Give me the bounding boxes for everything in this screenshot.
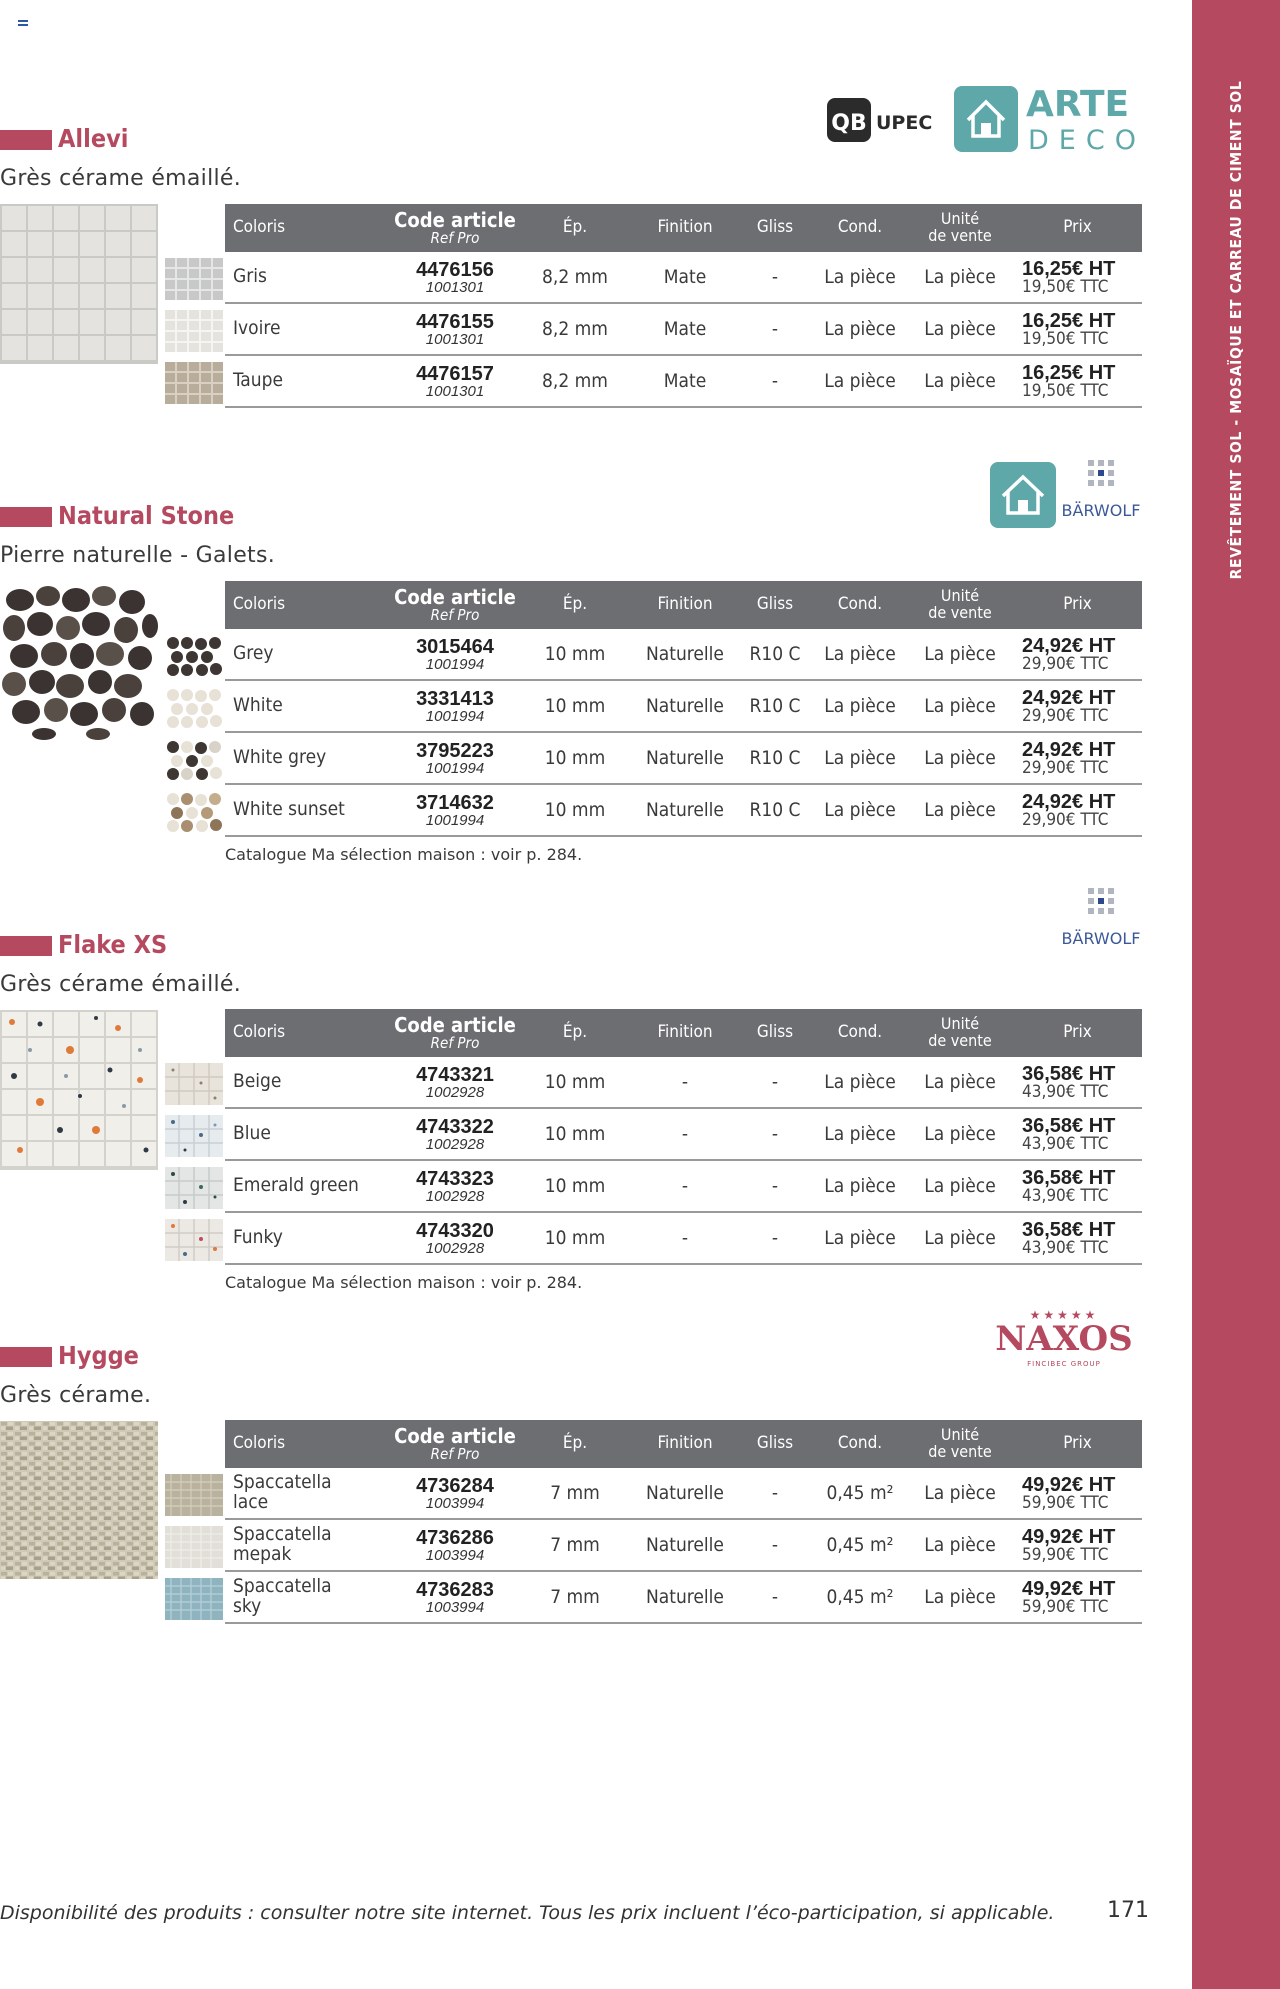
table-row <box>225 629 1142 681</box>
cell-price: 16,25€ HT 19,50€ TTC <box>1022 309 1116 349</box>
header-cond: Cond. <box>837 1022 883 1043</box>
cell-code: 3714632 1001994 <box>416 791 494 829</box>
cell-finition: Naturelle <box>646 1586 724 1608</box>
cell-ep: 10 mm <box>544 1175 606 1197</box>
cell-price: 24,92€ HT 29,90€ TTC <box>1022 738 1116 778</box>
cell-gliss: R10 C <box>749 747 801 769</box>
product-table-natural-stone <box>225 581 1142 837</box>
header-finition: Finition <box>657 1022 713 1043</box>
footer-disclaimer: Disponibilité des produits : consulter notre site internet. Tous les prix incluent l’éco-participation, si applicable. <box>0 1902 1055 1924</box>
barwolf-text-2: BÄRWOLF <box>1061 929 1141 948</box>
cell-finition: Naturelle <box>646 1534 724 1556</box>
header-ep: Ép. <box>562 594 588 615</box>
cell-code: 4476155 1001301 <box>416 310 494 348</box>
cell-cond: La pièce <box>824 1123 896 1145</box>
section-title: Allevi <box>58 124 129 153</box>
arte-text: ARTE <box>1026 86 1130 125</box>
cell-unite: La pièce <box>924 643 996 665</box>
cell-ep: 7 mm <box>550 1586 600 1608</box>
product-table-hygge <box>225 1420 1142 1624</box>
cell-unite: La pièce <box>924 266 996 288</box>
cell-ep: 10 mm <box>544 747 606 769</box>
cell-price: 49,92€ HT 59,90€ TTC <box>1022 1577 1116 1617</box>
cell-unite: La pièce <box>924 747 996 769</box>
cell-ep: 7 mm <box>550 1482 600 1504</box>
cell-unite: La pièce <box>924 370 996 392</box>
cell-coloris: Gris <box>233 265 267 288</box>
title-marker <box>0 507 52 527</box>
header-gliss: Gliss <box>756 217 794 238</box>
table-row <box>225 1057 1142 1109</box>
table-header <box>225 1420 1142 1468</box>
header-unite: Unité de vente <box>928 1425 992 1461</box>
cell-unite: La pièce <box>924 1123 996 1145</box>
cell-price: 36,58€ HT 43,90€ TTC <box>1022 1114 1116 1154</box>
swatch-white <box>165 687 223 729</box>
cell-cond: 0,45 m² <box>826 1586 894 1608</box>
cell-ep: 10 mm <box>544 1227 606 1249</box>
table-row <box>225 1161 1142 1213</box>
swatch-emerald-green <box>165 1167 223 1209</box>
cell-coloris: White sunset <box>233 798 345 821</box>
barwolf-logo-1 <box>1060 458 1142 524</box>
cell-finition: Naturelle <box>646 799 724 821</box>
table-row <box>225 304 1142 356</box>
cell-coloris: Grey <box>233 642 274 665</box>
cell-unite: La pièce <box>924 1175 996 1197</box>
naxos-stars: ★★★★★ <box>1029 1308 1099 1322</box>
table-header <box>225 581 1142 629</box>
section-subtitle: Grès cérame émaillé. <box>0 166 242 191</box>
header-code: Code article Ref Pro <box>394 1012 516 1052</box>
cell-gliss: - <box>771 1175 779 1197</box>
cell-price: 16,25€ HT 19,50€ TTC <box>1022 257 1116 297</box>
naxos-text: NAXOS <box>995 1319 1133 1359</box>
cell-finition: - <box>681 1227 689 1249</box>
cell-code: 4476156 1001301 <box>416 258 494 296</box>
cell-cond: 0,45 m² <box>826 1534 894 1556</box>
cell-unite: La pièce <box>924 318 996 340</box>
cell-finition: Naturelle <box>646 695 724 717</box>
cell-finition: Mate <box>663 370 707 392</box>
cell-ep: 10 mm <box>544 643 606 665</box>
cell-finition: Mate <box>663 266 707 288</box>
cell-finition: Naturelle <box>646 747 724 769</box>
swatch-blue <box>165 1115 223 1157</box>
cell-price: 36,58€ HT 43,90€ TTC <box>1022 1166 1116 1206</box>
cell-ep: 7 mm <box>550 1534 600 1556</box>
swatch-taupe <box>165 362 223 404</box>
product-image-hygge <box>0 1421 158 1579</box>
title-marker <box>0 130 52 150</box>
cell-coloris: White grey <box>233 746 327 769</box>
table-row <box>225 356 1142 408</box>
product-table-allevi <box>225 204 1142 408</box>
header-unite: Unité de vente <box>928 586 992 622</box>
header-cond: Cond. <box>837 594 883 615</box>
cell-coloris: Spaccatella sky <box>233 1575 332 1617</box>
cell-price: 16,25€ HT 19,50€ TTC <box>1022 361 1116 401</box>
table-header <box>225 204 1142 252</box>
cell-coloris: Taupe <box>233 369 283 392</box>
page-number: 171 <box>1107 1898 1149 1923</box>
house-label-icon <box>990 462 1056 528</box>
header-code: Code article Ref Pro <box>394 584 516 624</box>
cell-cond: La pièce <box>824 799 896 821</box>
cell-coloris: Funky <box>233 1226 283 1249</box>
swatch-spaccatella-lace <box>165 1474 223 1516</box>
table-row <box>225 733 1142 785</box>
swatch-white-sunset <box>165 791 223 833</box>
cell-finition: - <box>681 1123 689 1145</box>
header-coloris: Coloris <box>233 1433 286 1454</box>
cell-code: 4736286 1003994 <box>416 1526 494 1564</box>
cell-finition: Naturelle <box>646 643 724 665</box>
swatch-gris <box>165 258 223 300</box>
cell-price: 49,92€ HT 59,90€ TTC <box>1022 1473 1116 1513</box>
table-row <box>225 785 1142 837</box>
cell-gliss: - <box>771 266 779 288</box>
cell-gliss: R10 C <box>749 695 801 717</box>
header-coloris: Coloris <box>233 217 286 238</box>
cell-unite: La pièce <box>924 799 996 821</box>
cell-code: 4476157 1001301 <box>416 362 494 400</box>
cell-ep: 10 mm <box>544 1123 606 1145</box>
barwolf-text-1: BÄRWOLF <box>1061 501 1141 520</box>
table-row <box>225 1109 1142 1161</box>
cell-gliss: - <box>771 1534 779 1556</box>
cell-gliss: - <box>771 318 779 340</box>
swatch-grey <box>165 635 223 677</box>
cell-gliss: - <box>771 1586 779 1608</box>
cell-cond: La pièce <box>824 643 896 665</box>
cell-ep: 8,2 mm <box>542 266 608 288</box>
cell-code: 4743322 1002928 <box>416 1115 494 1153</box>
cell-gliss: - <box>771 1482 779 1504</box>
title-marker <box>0 936 52 956</box>
cell-ep: 10 mm <box>544 1071 606 1093</box>
cell-cond: La pièce <box>824 1175 896 1197</box>
header-ep: Ép. <box>562 1433 588 1454</box>
header-prix: Prix <box>1063 217 1092 238</box>
title-marker <box>0 1347 52 1367</box>
side-category-label: REVÊTEMENT SOL - MOSAÏQUE ET CARREAU DE CIMENT SOL <box>1227 80 1245 580</box>
menu-icon[interactable] <box>18 20 28 28</box>
product-table-flake-xs <box>225 1009 1142 1265</box>
cell-price: 36,58€ HT 43,90€ TTC <box>1022 1062 1116 1102</box>
cell-price: 36,58€ HT 43,90€ TTC <box>1022 1218 1116 1258</box>
swatch-spaccatella-mepak <box>165 1526 223 1568</box>
cell-price: 24,92€ HT 29,90€ TTC <box>1022 634 1116 674</box>
header-gliss: Gliss <box>756 1433 794 1454</box>
cell-unite: La pièce <box>924 1586 996 1608</box>
header-prix: Prix <box>1063 594 1092 615</box>
catalogue-note: Catalogue Ma sélection maison : voir p. 284. <box>225 845 583 864</box>
cell-finition: Naturelle <box>646 1482 724 1504</box>
cell-code: 4743323 1002928 <box>416 1167 494 1205</box>
swatch-ivoire <box>165 310 223 352</box>
cell-gliss: - <box>771 1071 779 1093</box>
cell-unite: La pièce <box>924 1227 996 1249</box>
header-prix: Prix <box>1063 1022 1092 1043</box>
upec-text: UPEC <box>876 112 933 134</box>
cell-code: 3015464 1001994 <box>416 635 494 673</box>
cell-cond: 0,45 m² <box>826 1482 894 1504</box>
qb-text: QB <box>831 111 867 136</box>
cell-ep: 8,2 mm <box>542 370 608 392</box>
catalogue-note: Catalogue Ma sélection maison : voir p. 284. <box>225 1273 583 1292</box>
header-code: Code article Ref Pro <box>394 1423 516 1463</box>
cell-coloris: Blue <box>233 1122 271 1145</box>
header-gliss: Gliss <box>756 1022 794 1043</box>
header-coloris: Coloris <box>233 594 286 615</box>
cell-code: 3795223 1001994 <box>416 739 494 777</box>
header-unite: Unité de vente <box>928 1014 992 1050</box>
cell-ep: 10 mm <box>544 799 606 821</box>
cell-cond: La pièce <box>824 266 896 288</box>
swatch-beige <box>165 1063 223 1105</box>
cell-coloris: Spaccatella mepak <box>233 1523 332 1565</box>
table-row <box>225 1520 1142 1572</box>
section-subtitle: Pierre naturelle - Galets. <box>0 543 276 568</box>
cell-gliss: - <box>771 370 779 392</box>
table-row <box>225 1213 1142 1265</box>
qb-upec-logo <box>824 92 944 148</box>
section-subtitle: Grès cérame. <box>0 1383 152 1408</box>
cell-gliss: R10 C <box>749 799 801 821</box>
cell-finition: - <box>681 1071 689 1093</box>
product-image-allevi <box>0 204 158 364</box>
header-prix: Prix <box>1063 1433 1092 1454</box>
cell-coloris: White <box>233 694 283 717</box>
product-image-natural-stone <box>0 582 158 740</box>
cell-unite: La pièce <box>924 695 996 717</box>
swatch-spaccatella-sky <box>165 1578 223 1620</box>
cell-unite: La pièce <box>924 1482 996 1504</box>
cell-gliss: - <box>771 1227 779 1249</box>
header-cond: Cond. <box>837 1433 883 1454</box>
header-code: Code article Ref Pro <box>394 207 516 247</box>
table-row <box>225 1572 1142 1624</box>
header-ep: Ép. <box>562 217 588 238</box>
table-row <box>225 681 1142 733</box>
cell-ep: 10 mm <box>544 695 606 717</box>
header-finition: Finition <box>657 594 713 615</box>
cell-ep: 8,2 mm <box>542 318 608 340</box>
section-title: Natural Stone <box>58 501 235 530</box>
deco-text: DECO <box>1028 125 1144 154</box>
cell-coloris: Beige <box>233 1070 282 1093</box>
cell-cond: La pièce <box>824 695 896 717</box>
header-coloris: Coloris <box>233 1022 286 1043</box>
product-image-flake-xs <box>0 1010 158 1170</box>
cell-unite: La pièce <box>924 1071 996 1093</box>
cell-finition: - <box>681 1175 689 1197</box>
cell-cond: La pièce <box>824 747 896 769</box>
table-header <box>225 1009 1142 1057</box>
barwolf-logo-2 <box>1060 886 1142 952</box>
section-subtitle: Grès cérame émaillé. <box>0 972 242 997</box>
cell-unite: La pièce <box>924 1534 996 1556</box>
header-finition: Finition <box>657 217 713 238</box>
table-row <box>225 252 1142 304</box>
cell-cond: La pièce <box>824 1071 896 1093</box>
swatch-white-grey <box>165 739 223 781</box>
cell-price: 24,92€ HT 29,90€ TTC <box>1022 686 1116 726</box>
arte-deco-logo <box>954 86 1144 154</box>
cell-cond: La pièce <box>824 370 896 392</box>
cell-code: 4736284 1003994 <box>416 1474 494 1512</box>
cell-cond: La pièce <box>824 318 896 340</box>
table-row <box>225 1468 1142 1520</box>
header-ep: Ép. <box>562 1022 588 1043</box>
cell-price: 24,92€ HT 29,90€ TTC <box>1022 790 1116 830</box>
cell-gliss: - <box>771 1123 779 1145</box>
header-finition: Finition <box>657 1433 713 1454</box>
section-title: Flake XS <box>58 930 168 959</box>
header-cond: Cond. <box>837 217 883 238</box>
cell-cond: La pièce <box>824 1227 896 1249</box>
cell-code: 4736283 1003994 <box>416 1578 494 1616</box>
section-title: Hygge <box>58 1341 139 1370</box>
swatch-funky <box>165 1219 223 1261</box>
header-unite: Unité de vente <box>928 209 992 245</box>
cell-code: 3331413 1001994 <box>416 687 494 725</box>
cell-coloris: Emerald green <box>233 1174 359 1197</box>
cell-price: 49,92€ HT 59,90€ TTC <box>1022 1525 1116 1565</box>
naxos-logo <box>984 1306 1144 1370</box>
cell-code: 4743320 1002928 <box>416 1219 494 1257</box>
header-gliss: Gliss <box>756 594 794 615</box>
cell-finition: Mate <box>663 318 707 340</box>
naxos-sub: FINCIBEC GROUP <box>1027 1360 1101 1368</box>
cell-code: 4743321 1002928 <box>416 1063 494 1101</box>
cell-coloris: Ivoire <box>233 317 281 340</box>
cell-gliss: R10 C <box>749 643 801 665</box>
cell-coloris: Spaccatella lace <box>233 1471 332 1513</box>
